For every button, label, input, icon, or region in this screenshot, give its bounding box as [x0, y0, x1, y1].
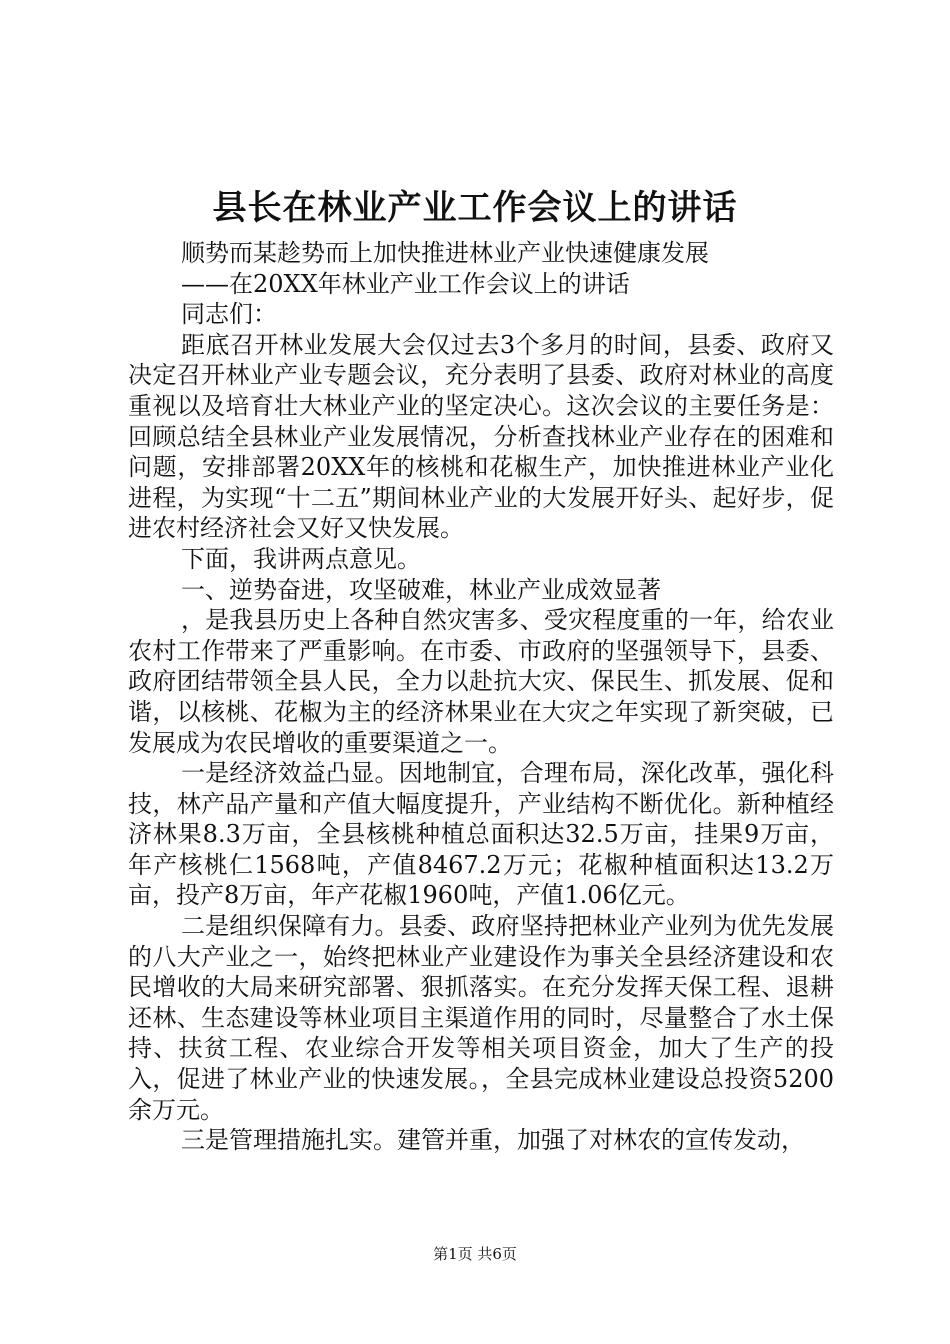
paragraph: 一、逆势奋进，攻坚破难，林业产业成效显著 [181, 575, 661, 604]
document-title: 县长在林业产业工作会议上的讲话 [212, 188, 738, 228]
paragraph: ，是我县历史上各种自然灾害多、受灾程度重的一年，给农业农村工作带来了严重影响。在市委、市政府的坚强领导下，县委、政府团结带领全县人民，全力以赴抗大灾、保民生、抓发展、促和谐，以核桃、花椒为主的经济林果业在大灾之年实现了新突破，已发展成为农民增收的重要渠道之一。 [128, 606, 834, 757]
paragraph: 下面，我讲两点意见。 [181, 544, 421, 573]
paragraph: ——在20XX年林业产业工作会议上的讲话 [181, 269, 630, 298]
document-body [128, 238, 834, 1156]
paragraph: 三是管理措施扎实。建管并重，加强了对林农的宣传发动， [181, 1126, 805, 1155]
paragraph: 顺势而某趁势而上加快推进林业产业快速健康发展 [181, 239, 709, 267]
paragraph: 距底召开林业发展大会仅过去3个多月的时间，县委、政府又决定召开林业产业专题会议，充分表明了县委、政府对林业的高度重视以及培育壮大林业产业的坚定决心。这次会议的主要任务是：回顾总结全县林业产业发展情况，分析查找林业产业存在的困难和问题，安排部署20XX年的核桃和花椒生产，加快推进林业产业化进程，为实现“十二五”期间林业产业的大发展开好头、起好步，促进农村经济社会又好又快发展。 [128, 330, 834, 543]
paragraph: 一是经济效益凸显。因地制宜，合理布局，深化改革，强化科技，林产品产量和产值大幅度提升，产业结构不断优化。新种植经济林果8.3万亩，全县核桃种植总面积达32.5万亩，挂果9万亩，年产核桃仁1568吨，产值8467.2万元；花椒种植面积达13.2万亩，投产8万亩，年产花椒1960吨，产值1.06亿元。 [128, 759, 834, 910]
paragraph: 二是组织保障有力。县委、政府坚持把林业产业列为优先发展的八大产业之一，始终把林业产业建设作为事关全县经济建设和农民增收的大局来研究部署、狠抓落实。在充分发挥天保工程、退耕还林、生态建设等林业项目主渠道作用的同时，尽量整合了水土保持、扶贫工程、农业综合开发等相关项目资金，加大了生产的投入，促进了林业产业的快速发展。，全县完成林业建设总投资5200余万元。 [128, 912, 834, 1124]
page-footer: 第1页 共6页 [433, 1245, 517, 1263]
paragraph: 同志们： [181, 300, 277, 329]
